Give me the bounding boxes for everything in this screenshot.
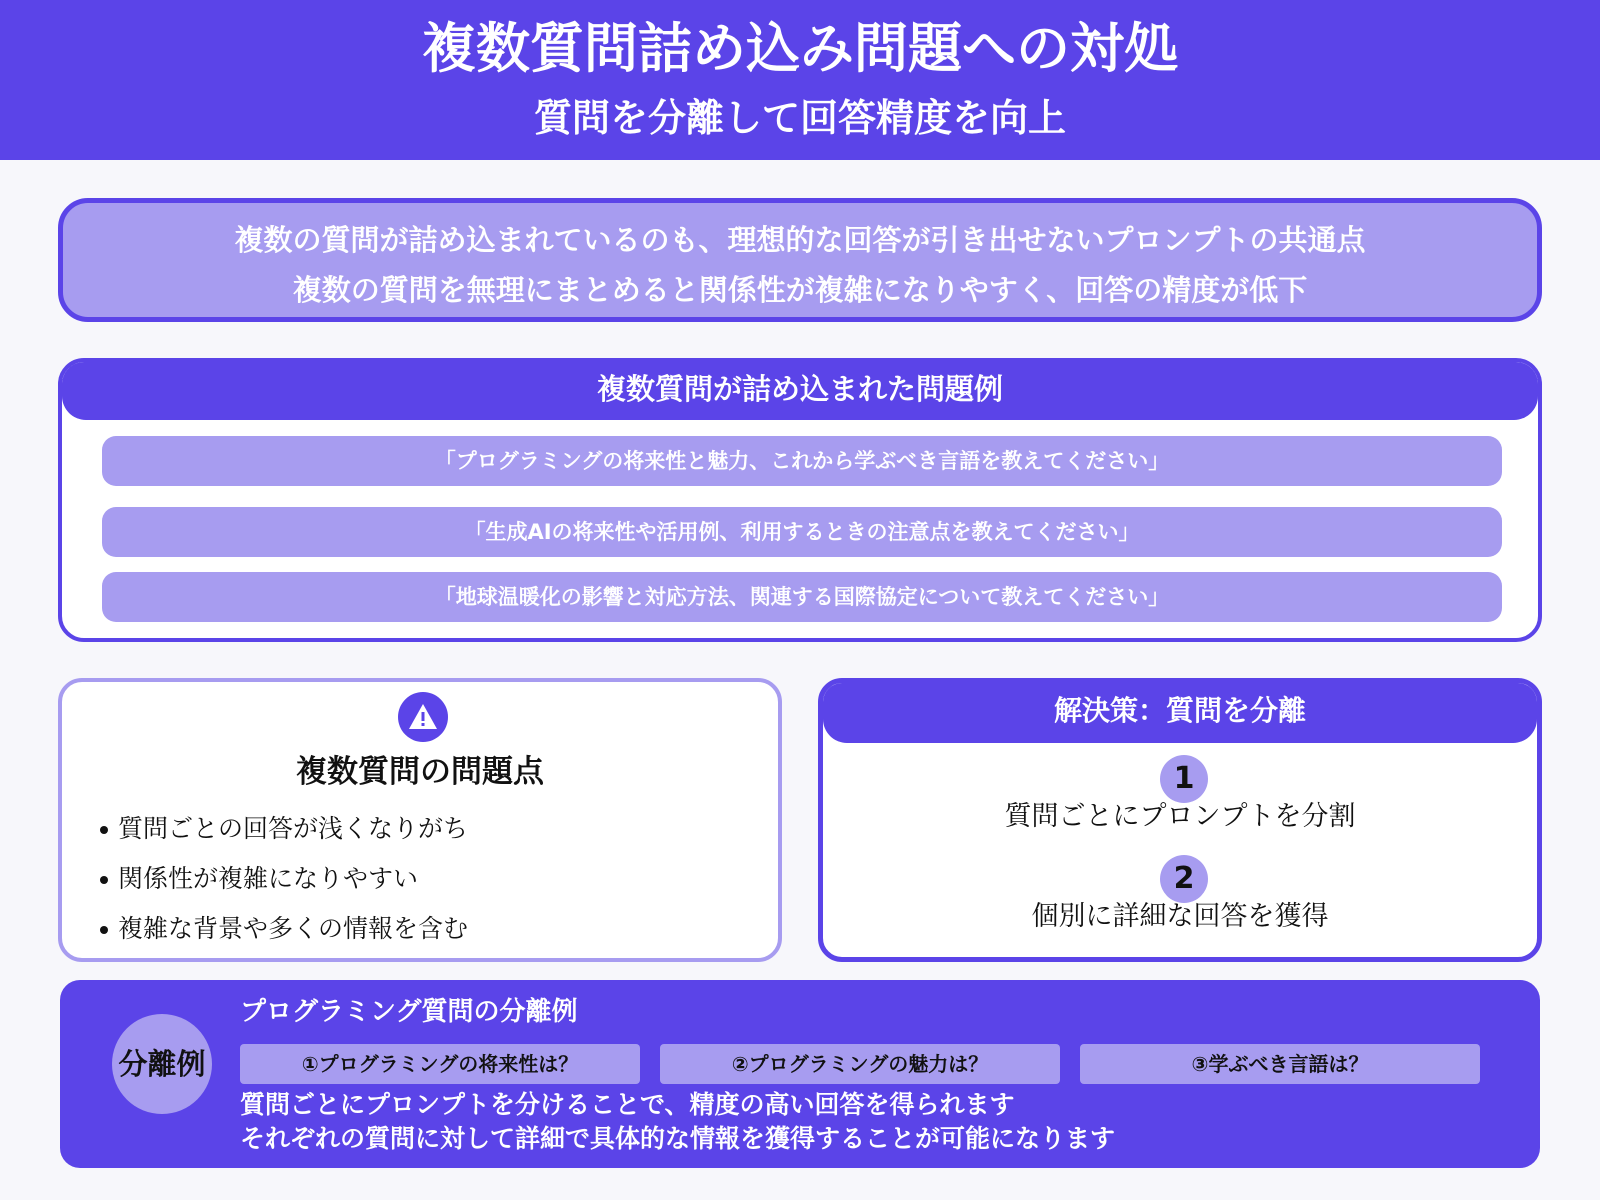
problems-panel (58, 678, 782, 962)
page-title: 複数質問詰め込み問題への対処 (422, 17, 1178, 80)
intro-line-1: 複数の質問が詰め込まれているのも、理想的な回答が引き出せないプロンプトの共通点 (234, 223, 1366, 257)
bullet-icon (100, 826, 108, 834)
page-subtitle: 質問を分離して回答精度を向上 (533, 96, 1066, 140)
examples-panel (58, 358, 1542, 642)
warning-icon (398, 692, 448, 742)
step-text: 質問ごとにプロンプトを分割 (1004, 801, 1356, 832)
list-item (100, 904, 468, 954)
step-number-badge: 1 (1160, 755, 1208, 803)
separation-title: プログラミング質問の分離例 (240, 997, 578, 1027)
intro-line-2: 複数の質問を無理にまとめると関係性が複雑になりやすく、回答の精度が低下 (292, 273, 1308, 307)
separated-question-tag: ②プログラミングの魅力は？ (660, 1044, 1060, 1084)
intro-box (58, 198, 1542, 322)
problem-text: 複雑な背景や多くの情報を含む (118, 914, 469, 943)
example-item: 「プログラミングの将来性と魅力、これから学ぶべき言語を教えてください」 (102, 436, 1502, 486)
header-banner (0, 0, 1600, 160)
list-item (100, 804, 468, 854)
problem-text: 質問ごとの回答が浅くなりがち (118, 814, 469, 843)
bullet-icon (100, 926, 108, 934)
bullet-icon (100, 876, 108, 884)
separation-line-2: それぞれの質問に対して詳細で具体的な情報を獲得することが可能になります (240, 1124, 1116, 1153)
separation-example-panel (60, 980, 1540, 1168)
solution-panel (818, 678, 1542, 962)
separated-question-tag: ③学ぶべき言語は？ (1080, 1044, 1480, 1084)
solution-heading: 解決策：質問を分離 (823, 683, 1537, 743)
step-number-badge: 2 (1160, 855, 1208, 903)
problems-list (100, 804, 468, 954)
example-item: 「地球温暖化の影響と対応方法、関連する国際協定について教えてください」 (102, 572, 1502, 622)
problem-text: 関係性が複雑になりやすい (118, 864, 419, 893)
problems-title: 複数質問の問題点 (296, 754, 544, 790)
list-item (100, 854, 468, 904)
example-item: 「生成AIの将来性や活用例、利用するときの注意点を教えてください」 (102, 507, 1502, 557)
separated-question-tag: ①プログラミングの将来性は？ (240, 1044, 640, 1084)
examples-heading: 複数質問が詰め込まれた問題例 (62, 362, 1538, 420)
step-text: 個別に詳細な回答を獲得 (1031, 901, 1329, 932)
separation-badge: 分離例 (112, 1014, 212, 1114)
separation-line-1: 質問ごとにプロンプトを分けることで、精度の高い回答を得られます (240, 1090, 1015, 1119)
